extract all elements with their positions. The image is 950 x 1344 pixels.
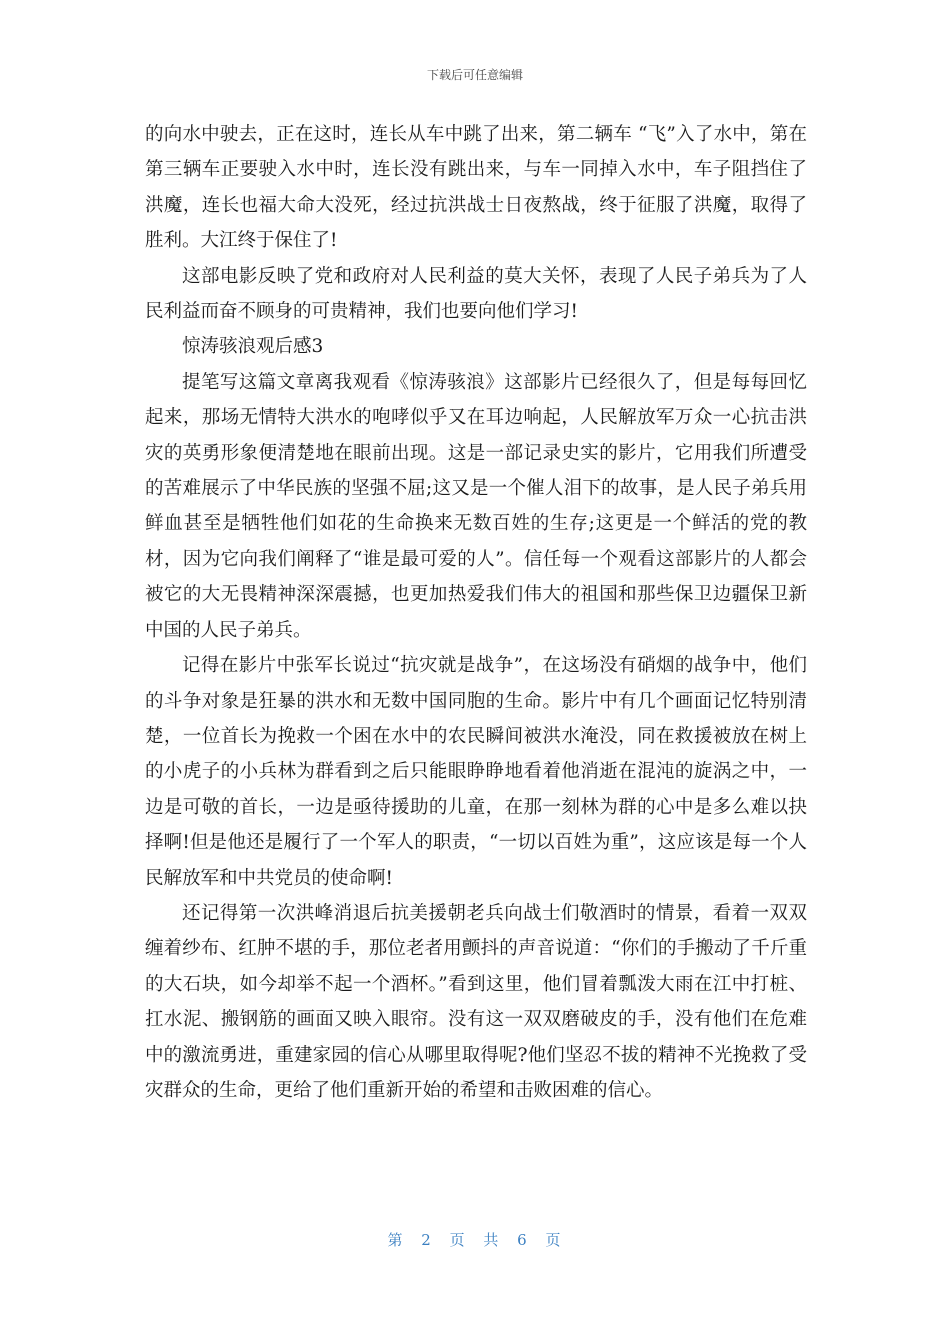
paragraph: 提笔写这篇文章离我观看《惊涛骇浪》这部影片已经很久了，但是每每回忆起来，那场无情特大洪水的咆哮似乎又在耳边响起，人民解放军万众一心抗击洪灾的英勇形象便清楚地在眼前出现。这是一部记录史实的影片，它用我们所遭受的苦难展示了中华民族的坚强不屈;这又是一个催人泪下的故事，是人民子弟兵用鲜血甚至是牺牲他们如花的生命换来无数百姓的生存;这更是一个鲜活的党的教材，因为它向我们阐释了“谁是最可爱的人”。信任每一个观看这部影片的人都会被它的大无畏精神深深震撼，也更加热爱我们伟大的祖国和那些保卫边疆保卫新中国的人民子弟兵。 bbox=[145, 371, 807, 641]
paragraph: 这部电影反映了党和政府对人民利益的莫大关怀，表现了人民子弟兵为了人民利益而奋不顾身的可贵精神，我们也要向他们学习! bbox=[145, 265, 807, 323]
paragraph: 记得在影片中张军长说过“抗灾就是战争”，在这场没有硝烟的战争中，他们的斗争对象是狂暴的洪水和无数中国同胞的生命。影片中有几个画面记忆特别清楚，一位首长为挽救一个困在水中的农民瞬间被洪水淹没，同在救援被放在树上的小虎子的小兵林为群看到之后只能眼睁睁地看着他消逝在混沌的旋涡之中，一边是可敬的首长，一边是亟待援助的儿童，在那一刻林为群的心中是多么难以抉择啊!但是他还是履行了一个军人的职责，“一切以百姓为重”，这应该是每一个人民解放军和中共党员的使命啊! bbox=[145, 655, 807, 889]
page-header: 下载后可任意编辑 bbox=[426, 68, 523, 82]
paragraph-continuation: 的向水中驶去，正在这时，连长从车中跳了出来，第二辆车 “飞”入了水中，第在第三辆车正要驶入水中时，连长没有跳出来，与车一同掉入水中，车子阻挡住了洪魔，连长也福大命大没死，经过抗洪战士日夜熬战，终于征服了洪魔，取得了胜利。大江终于保住了! bbox=[145, 124, 807, 252]
section-heading: 惊涛骇浪观后感3 bbox=[182, 336, 324, 358]
document-body bbox=[145, 117, 807, 1108]
paragraph: 还记得第一次洪峰消退后抗美援朝老兵向战士们敬酒时的情景，看着一双双缠着纱布、红肿不堪的手，那位老者用颤抖的声音说道：“你们的手搬动了千斤重的大石块，如今却举不起一个酒杯。”看到这里，他们冒着瓢泼大雨在江中打桩、扛水泥、搬钢筋的画面又映入眼帘。没有这一双双磨破皮的手，没有他们在危难中的激流勇进，重建家园的信心从哪里取得呢?他们坚忍不拔的精神不光挽救了受灾群众的生命，更给了他们重新开始的希望和击败困难的信心。 bbox=[145, 902, 807, 1101]
page-number-footer: 第 2 页 共 6 页 bbox=[387, 1231, 563, 1249]
